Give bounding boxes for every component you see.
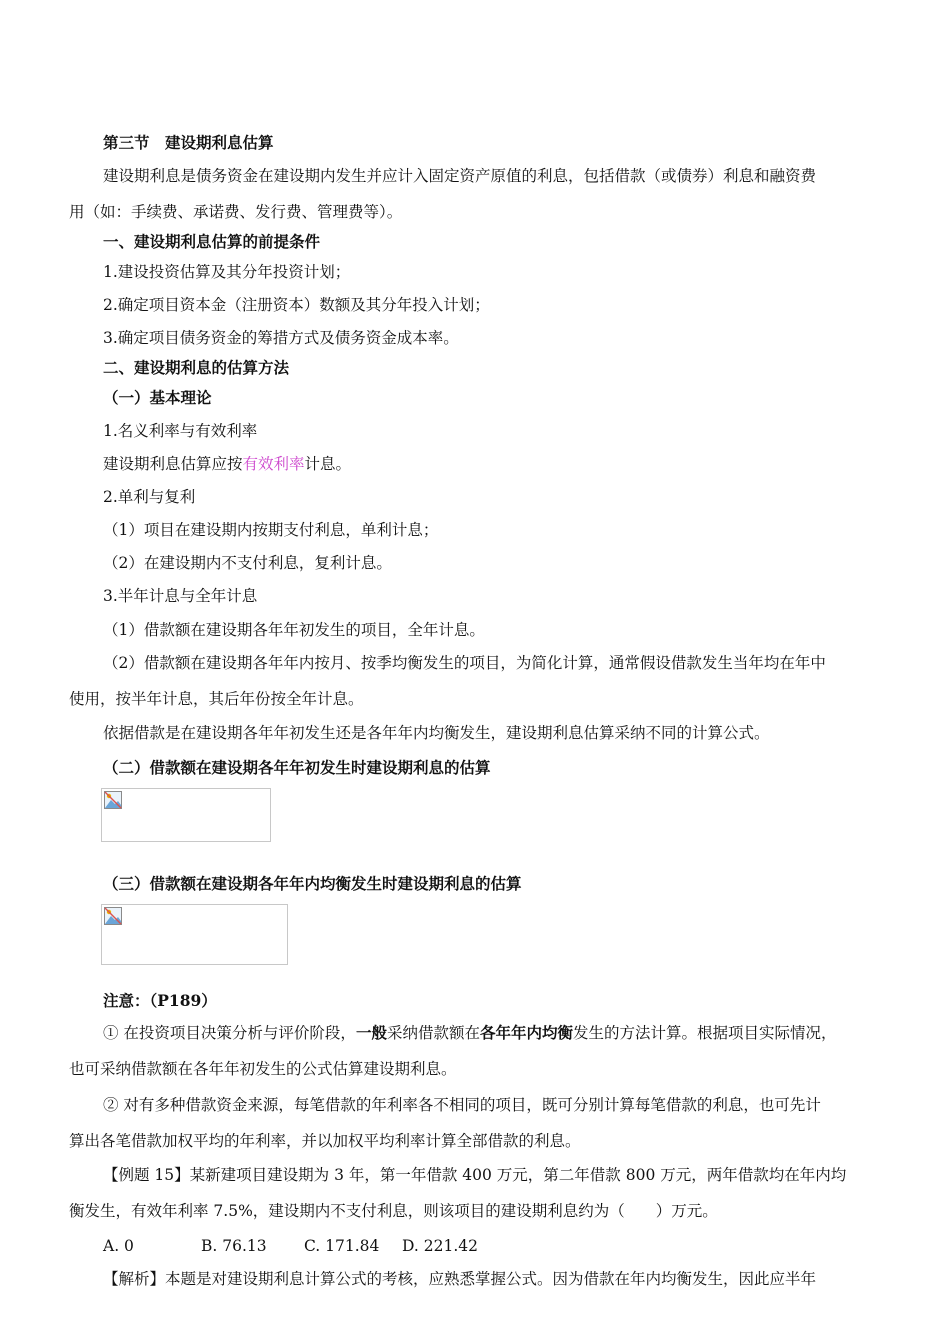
option-d: D. 221.42 xyxy=(402,1237,478,1255)
para-rate xyxy=(103,453,351,475)
para-simple-title: 2.单利与复利 xyxy=(103,488,196,506)
para-half-2a: （2）借款额在建设期各年年内按月、按季均衡发生的项目，为简化计算，通常假设借款发生当年均在年中 xyxy=(103,654,826,672)
heading-2: 二、建设期利息的估算方法 xyxy=(103,358,290,377)
effective-rate-link[interactable]: 有效利率 xyxy=(242,455,305,473)
note-1-line-1 xyxy=(103,1022,837,1044)
note-1-text-d: 发生的方法计算。根据项目实际情况， xyxy=(572,1024,837,1042)
note-1-bold-2: 各年年内均衡 xyxy=(479,1023,573,1042)
para-half-2b: 使用，按半年计息，其后年份按全年计息。 xyxy=(69,690,364,708)
example-line-1: 【例题 15】某新建项目建设期为 3 年，第一年借款 400 万元，第二年借款 800 万元，两年借款均在年内均 xyxy=(103,1166,847,1184)
example-line-2: 衡发生，有效年利率 7.5%，建设期内不支付利息，则该项目的建设期利息约为（ ）万元。 xyxy=(69,1202,718,1220)
option-a: A. 0 xyxy=(103,1237,134,1255)
note-2-line-2: 算出各笔借款加权平均的年利率，并以加权平均利率计算全部借款的利息。 xyxy=(69,1132,581,1150)
note-1-text-c: 采纳借款额在 xyxy=(386,1024,480,1042)
note-1-bold-1: 一般 xyxy=(355,1023,387,1042)
analysis-line-1: 【解析】本题是对建设期利息计算公式的考核，应熟悉掌握公式。因为借款在年内均衡发生，因此应半年 xyxy=(103,1270,817,1288)
subheading-basic-theory: （一）基本理论 xyxy=(103,388,212,407)
option-c: C. 171.84 xyxy=(304,1237,380,1255)
broken-image-icon xyxy=(104,907,122,925)
condition-3: 3.确定项目债务资金的筹措方式及债务资金成本率。 xyxy=(103,329,459,347)
condition-1: 1.建设投资估算及其分年投资计划； xyxy=(103,263,351,281)
section-title: 第三节 建设期利息估算 xyxy=(103,133,274,152)
para-rate-post: 计息。 xyxy=(304,455,352,473)
formula-image-evenly-within-year xyxy=(101,904,288,965)
para-basis: 依据借款是在建设期各年年初发生还是各年年内均衡发生，建设期利息估算采纳不同的计算公式。 xyxy=(103,724,770,742)
condition-2: 2.确定项目资本金（注册资本）数额及其分年投入计划； xyxy=(103,296,490,314)
para-simple-2: （2）在建设期内不支付利息，复利计息。 xyxy=(103,554,392,572)
option-b: B. 76.13 xyxy=(201,1237,267,1255)
note-title: 注意：（P189） xyxy=(103,991,217,1010)
intro-line-2: 用（如：手续费、承诺费、发行费、管理费等）。 xyxy=(69,203,403,221)
para-half-title: 3.半年计息与全年计息 xyxy=(103,587,258,605)
note-2-line-1: ② 对有多种借款资金来源，每笔借款的年利率各不相同的项目，既可分别计算每笔借款的利息，也可先计 xyxy=(103,1096,821,1114)
subheading-start-of-year: （二）借款额在建设期各年年初发生时建设期利息的估算 xyxy=(103,758,491,777)
para-rate-title: 1.名义利率与有效利率 xyxy=(103,422,258,440)
note-1-line-2: 也可采纳借款额在各年年初发生的公式估算建设期利息。 xyxy=(69,1060,457,1078)
formula-image-start-of-year xyxy=(101,788,271,842)
para-simple-1: （1）项目在建设期内按期支付利息，单利计息； xyxy=(103,521,439,539)
para-half-1: （1）借款额在建设期各年年初发生的项目，全年计息。 xyxy=(103,621,485,639)
broken-image-icon xyxy=(104,791,122,809)
para-rate-pre: 建设期利息估算应按 xyxy=(103,455,243,473)
subheading-evenly-within-year: （三）借款额在建设期各年年内均衡发生时建设期利息的估算 xyxy=(103,874,522,893)
intro-line-1: 建设期利息是债务资金在建设期内发生并应计入固定资产原值的利息，包括借款（或债券）利息和融资费 xyxy=(103,167,817,185)
note-1-text-a: ① 在投资项目决策分析与评价阶段， xyxy=(103,1024,356,1042)
heading-1: 一、建设期利息估算的前提条件 xyxy=(103,232,321,251)
